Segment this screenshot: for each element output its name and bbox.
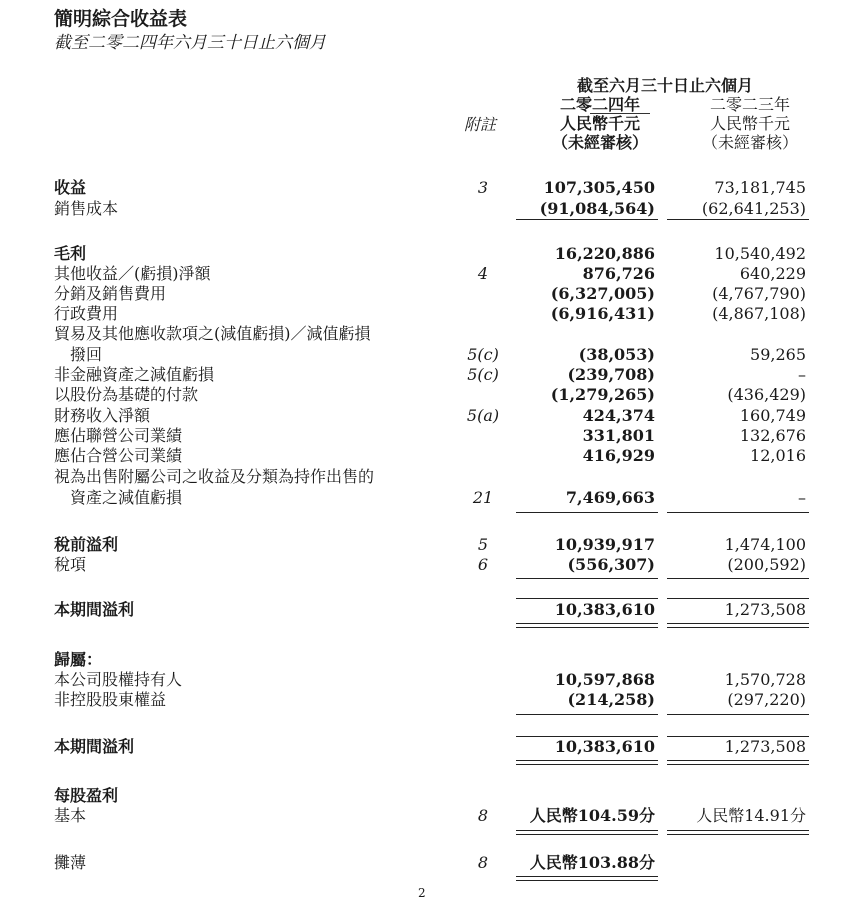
table-row [0, 535, 852, 555]
row-label: 分銷及銷售費用 [54, 284, 167, 303]
row-value-2024: 107,305,450 [543, 178, 655, 197]
row-label: 歸屬： [54, 650, 103, 669]
col1-audit: （未經審核） [551, 133, 648, 152]
table-row [0, 345, 852, 365]
row-label: 銷售成本 [54, 199, 119, 218]
row-label: 以股份為基礎的付款 [54, 385, 199, 404]
row-label: 非控股股東權益 [54, 690, 167, 709]
row-value-2024: 人民幣104.59分 [529, 806, 655, 825]
double-rule [667, 834, 809, 835]
rule [667, 736, 809, 737]
row-label: 應佔聯營公司業績 [54, 426, 183, 445]
col1-year: 二零二四年 [559, 95, 640, 114]
table-row [0, 324, 852, 344]
row-note: 21 [472, 488, 494, 507]
row-value-2024: 10,383,610 [554, 600, 655, 619]
table-row [0, 199, 852, 219]
rule [516, 714, 658, 715]
column-header-2024 [530, 95, 670, 152]
report-title: 簡明綜合收益表 [54, 8, 188, 30]
rule [667, 714, 809, 715]
table-row [0, 304, 852, 324]
row-value-2023: 59,265 [750, 345, 806, 364]
row-value-2023: (62,641,253) [701, 199, 806, 218]
row-value-2023: 132,676 [739, 426, 806, 445]
double-rule [667, 830, 809, 831]
period-underline [590, 113, 650, 114]
col2-unit: 人民幣千元 [709, 114, 790, 133]
rule [667, 598, 809, 599]
table-row [0, 467, 852, 487]
row-value-2023: 人民幣14.91分 [696, 806, 806, 825]
row-value-2024: 7,469,663 [565, 488, 655, 507]
row-value-2024: (214,258) [567, 690, 655, 709]
double-rule [667, 764, 809, 765]
row-label: 其他收益／(虧損)淨額 [54, 264, 211, 283]
row-value-2023: (200,592) [727, 555, 806, 574]
row-value-2024: (6,916,431) [550, 304, 655, 323]
double-rule [667, 760, 809, 761]
row-value-2024: (91,084,564) [539, 199, 655, 218]
row-label: 基本 [54, 806, 87, 825]
row-label: 收益 [54, 178, 87, 197]
table-row [0, 488, 852, 508]
table-row [0, 853, 852, 873]
row-label: 應佔合營公司業績 [54, 446, 183, 465]
rule [516, 512, 658, 513]
period-header: 截至六月三十日止六個月 [576, 76, 753, 95]
row-value-2024: (556,307) [567, 555, 655, 574]
table-row [0, 670, 852, 690]
table-row [0, 178, 852, 198]
table-row [0, 446, 852, 466]
double-rule [516, 876, 658, 877]
row-value-2024: 10,383,610 [554, 737, 655, 756]
row-label: 非金融資產之減值虧損 [54, 365, 215, 384]
double-rule [516, 834, 658, 835]
row-label: 資產之減值虧損 [70, 488, 183, 507]
row-note: 5(c) [467, 345, 499, 364]
table-row [0, 244, 852, 264]
double-rule [516, 880, 658, 881]
row-label: 稅項 [54, 555, 87, 574]
table-row [0, 737, 852, 757]
table-row [0, 385, 852, 405]
report-subtitle: 截至二零二四年六月三十日止六個月 [54, 33, 326, 53]
row-value-2024: 876,726 [582, 264, 655, 283]
row-value-2024: 424,374 [582, 406, 655, 425]
row-value-2023: 73,181,745 [714, 178, 806, 197]
page-number: 2 [418, 886, 426, 900]
row-value-2024: 331,801 [582, 426, 655, 445]
row-note: 6 [477, 555, 489, 574]
table-row [0, 650, 852, 670]
row-label: 本期間溢利 [54, 737, 135, 756]
row-label: 行政費用 [54, 304, 119, 323]
row-value-2024: 16,220,886 [554, 244, 655, 263]
row-note: 4 [477, 264, 489, 283]
row-value-2024: 人民幣103.88分 [529, 853, 655, 872]
rule [667, 219, 809, 220]
row-label: 攤薄 [54, 853, 87, 872]
table-row [0, 426, 852, 446]
row-label: 毛利 [54, 244, 87, 263]
row-label: 每股盈利 [54, 786, 119, 805]
rule [516, 598, 658, 599]
row-value-2023: (4,867,108) [712, 304, 806, 323]
row-note: 8 [477, 806, 489, 825]
row-label: 稅前溢利 [54, 535, 119, 554]
row-label: 本期間溢利 [54, 600, 135, 619]
row-note: 5(c) [467, 365, 499, 384]
table-row [0, 600, 852, 620]
row-value-2023: – [798, 488, 806, 507]
row-value-2023: (4,767,790) [712, 284, 806, 303]
table-row [0, 264, 852, 284]
row-value-2024: 10,597,868 [554, 670, 655, 689]
rule [667, 512, 809, 513]
row-value-2023: 1,570,728 [724, 670, 806, 689]
note-header: 附註 [463, 115, 496, 134]
table-row [0, 806, 852, 826]
row-note: 5(a) [466, 406, 500, 425]
col2-year: 二零二三年 [709, 95, 790, 114]
row-label: 財務收入淨額 [54, 406, 151, 425]
row-value-2023: 12,016 [750, 446, 806, 465]
double-rule [516, 764, 658, 765]
row-value-2024: (239,708) [567, 365, 655, 384]
table-row [0, 284, 852, 304]
row-value-2023: 10,540,492 [714, 244, 806, 263]
row-label: 本公司股權持有人 [54, 670, 183, 689]
row-value-2024: 416,929 [582, 446, 655, 465]
row-value-2024: (6,327,005) [550, 284, 655, 303]
row-value-2023: 1,474,100 [724, 535, 806, 554]
table-row [0, 555, 852, 575]
table-row [0, 786, 852, 806]
row-value-2024: (38,053) [578, 345, 655, 364]
rule [667, 578, 809, 579]
row-value-2023: 1,273,508 [724, 737, 806, 756]
row-value-2024: 10,939,917 [554, 535, 655, 554]
row-note: 3 [477, 178, 489, 197]
row-value-2023: (436,429) [727, 385, 806, 404]
double-rule [667, 627, 809, 628]
column-header-2023 [680, 95, 820, 152]
rule [516, 578, 658, 579]
double-rule [516, 623, 658, 624]
row-label: 貿易及其他應收款項之(減值虧損)／減值虧損 [54, 324, 371, 343]
row-value-2024: (1,279,265) [550, 385, 655, 404]
row-note: 5 [477, 535, 489, 554]
row-value-2023: 640,229 [739, 264, 806, 283]
rule [516, 736, 658, 737]
rule [516, 219, 658, 220]
double-rule [516, 627, 658, 628]
row-value-2023: (297,220) [727, 690, 806, 709]
double-rule [667, 623, 809, 624]
row-value-2023: – [798, 365, 806, 384]
double-rule [516, 830, 658, 831]
col2-audit: （未經審核） [701, 133, 798, 152]
row-value-2023: 1,273,508 [724, 600, 806, 619]
row-note: 8 [477, 853, 489, 872]
row-label: 撥回 [70, 345, 103, 364]
double-rule [516, 760, 658, 761]
row-value-2023: 160,749 [739, 406, 806, 425]
col1-unit: 人民幣千元 [559, 114, 640, 133]
table-row [0, 690, 852, 710]
row-label: 視為出售附屬公司之收益及分類為持作出售的 [54, 467, 375, 486]
table-row [0, 406, 852, 426]
table-row [0, 365, 852, 385]
